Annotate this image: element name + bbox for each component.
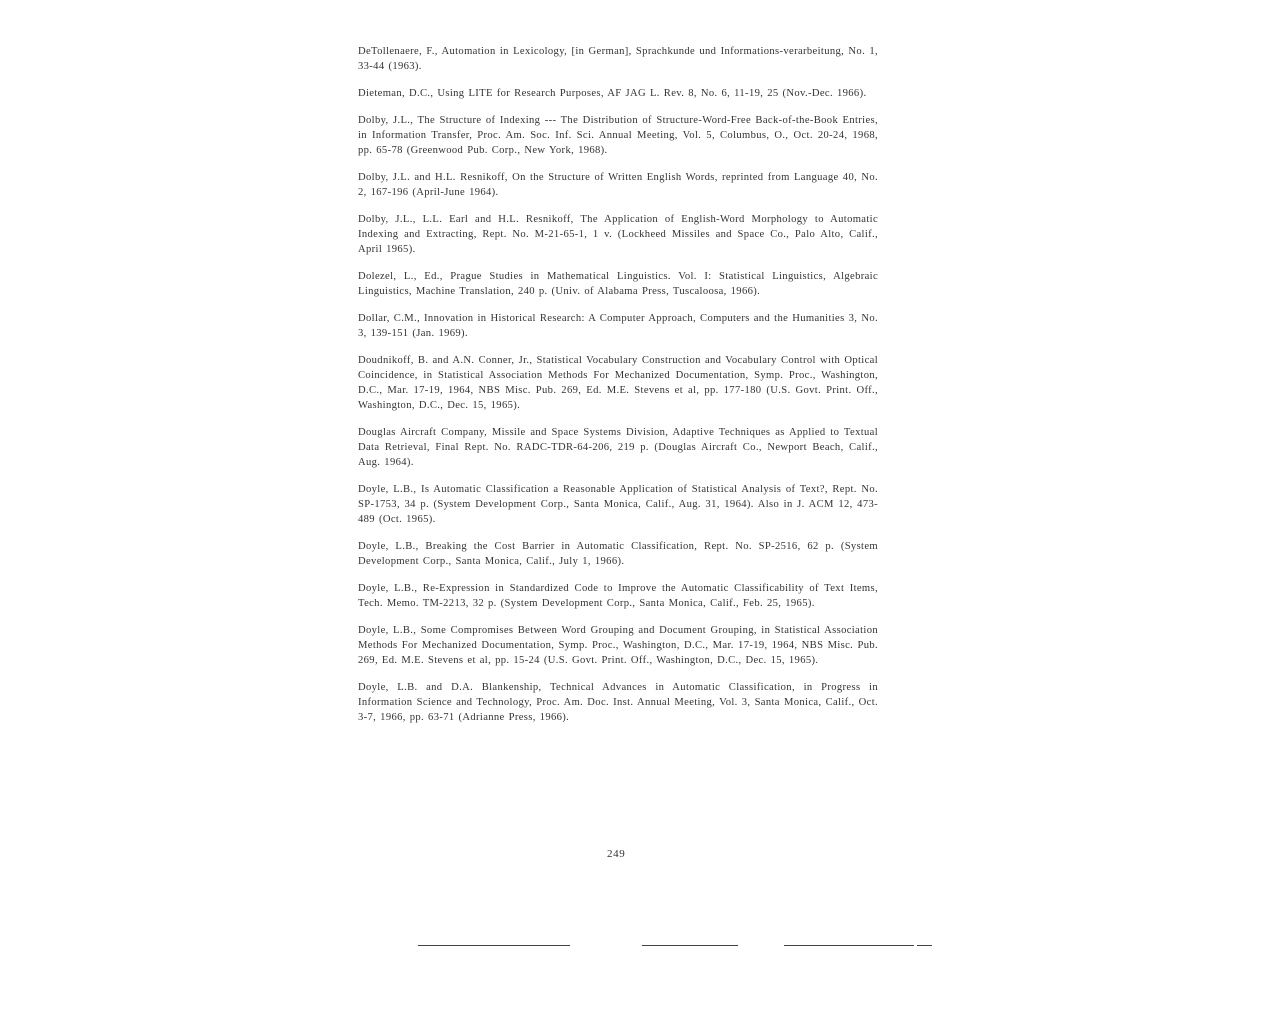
bibliography-entry: Doudnikoff, B. and A.N. Conner, Jr., Statistical Vocabulary Construction and Vocabulary Control with Optical Coincidence, in Statistical Association Methods For Mechanized Documentation, Symp. Proc., Washington, D.C., Mar. 17-19, 1964, NBS Misc. Pub. 269, Ed. M.E. Stevens et al, pp. 177-180 (U.S. Govt. Print. Off., Washington, D.C., Dec. 15, 1965).	[358, 355, 878, 411]
bibliography-page	[358, 44, 878, 737]
bibliography-entry: Dolezel, L., Ed., Prague Studies in Mathematical Linguistics. Vol. I: Statistical Linguistics, Algebraic Linguistics, Machine Translation, 240 p. (Univ. of Alabama Press, Tuscaloosa, 1966).	[358, 271, 878, 297]
footer-rule	[642, 945, 738, 946]
bibliography-entry: Doyle, L.B., Breaking the Cost Barrier in Automatic Classification, Rept. No. SP-2516, 62 p. (System Development Corp., Santa Monica, Calif., July 1, 1966).	[358, 541, 878, 567]
bibliography-entry: Dollar, C.M., Innovation in Historical Research: A Computer Approach, Computers and the Humanities 3, No. 3, 139-151 (Jan. 1969).	[358, 313, 878, 339]
footer-rule	[917, 945, 932, 946]
bibliography-entry: Dolby, J.L. and H.L. Resnikoff, On the Structure of Written English Words, reprinted from Language 40, No. 2, 167-196 (April-June 1964).	[358, 172, 878, 198]
page-number: 249	[607, 848, 626, 860]
bibliography-entry: Dolby, J.L., The Structure of Indexing --- The Distribution of Structure-Word-Free Back-of-the-Book Entries, in Information Transfer, Proc. Am. Soc. Inf. Sci. Annual Meeting, Vol. 5, Columbus, O., Oct. 20-24, 1968, pp. 65-78 (Greenwood Pub. Corp., New York, 1968).	[358, 115, 878, 156]
bibliography-entry: Dieteman, D.C., Using LITE for Research Purposes, AF JAG L. Rev. 8, No. 6, 11-19, 25 (Nov.-Dec. 1966).	[358, 88, 867, 99]
bibliography-entry: Doyle, L.B., Some Compromises Between Word Grouping and Document Grouping, in Statistical Association Methods For Mechanized Documentation, Symp. Proc., Washington, D.C., Mar. 17-19, 1964, NBS Misc. Pub. 269, Ed. M.E. Stevens et al, pp. 15-24 (U.S. Govt. Print. Off., Washington, D.C., Dec. 15, 1965).	[358, 625, 878, 666]
bibliography-entry: Doyle, L.B. and D.A. Blankenship, Technical Advances in Automatic Classification, in Progress in Information Science and Technology, Proc. Am. Doc. Inst. Annual Meeting, Vol. 3, Santa Monica, Calif., Oct. 3-7, 1966, pp. 63-71 (Adrianne Press, 1966).	[358, 682, 878, 723]
bibliography-entry: DeTollenaere, F., Automation in Lexicology, [in German], Sprachkunde und Informations-verarbeitung, No. 1, 33-44 (1963).	[358, 46, 878, 72]
footer-rule	[784, 945, 914, 946]
bibliography-entry: Douglas Aircraft Company, Missile and Space Systems Division, Adaptive Techniques as Applied to Textual Data Retrieval, Final Rept. No. RADC-TDR-64-206, 219 p. (Douglas Aircraft Co., Newport Beach, Calif., Aug. 1964).	[358, 427, 878, 468]
bibliography-entry: Doyle, L.B., Is Automatic Classification a Reasonable Application of Statistical Analysis of Text?, Rept. No. SP-1753, 34 p. (System Development Corp., Santa Monica, Calif., Aug. 31, 1964). Also in J. ACM 12, 473-489 (Oct. 1965).	[358, 484, 878, 525]
bibliography-entry: Doyle, L.B., Re-Expression in Standardized Code to Improve the Automatic Classificability of Text Items, Tech. Memo. TM-2213, 32 p. (System Development Corp., Santa Monica, Calif., Feb. 25, 1965).	[358, 583, 878, 609]
bibliography-entry: Dolby, J.L., L.L. Earl and H.L. Resnikoff, The Application of English-Word Morphology to Automatic Indexing and Extracting, Rept. No. M-21-65-1, 1 v. (Lockheed Missiles and Space Co., Palo Alto, Calif., April 1965).	[358, 214, 878, 255]
footer-rule	[418, 945, 570, 946]
